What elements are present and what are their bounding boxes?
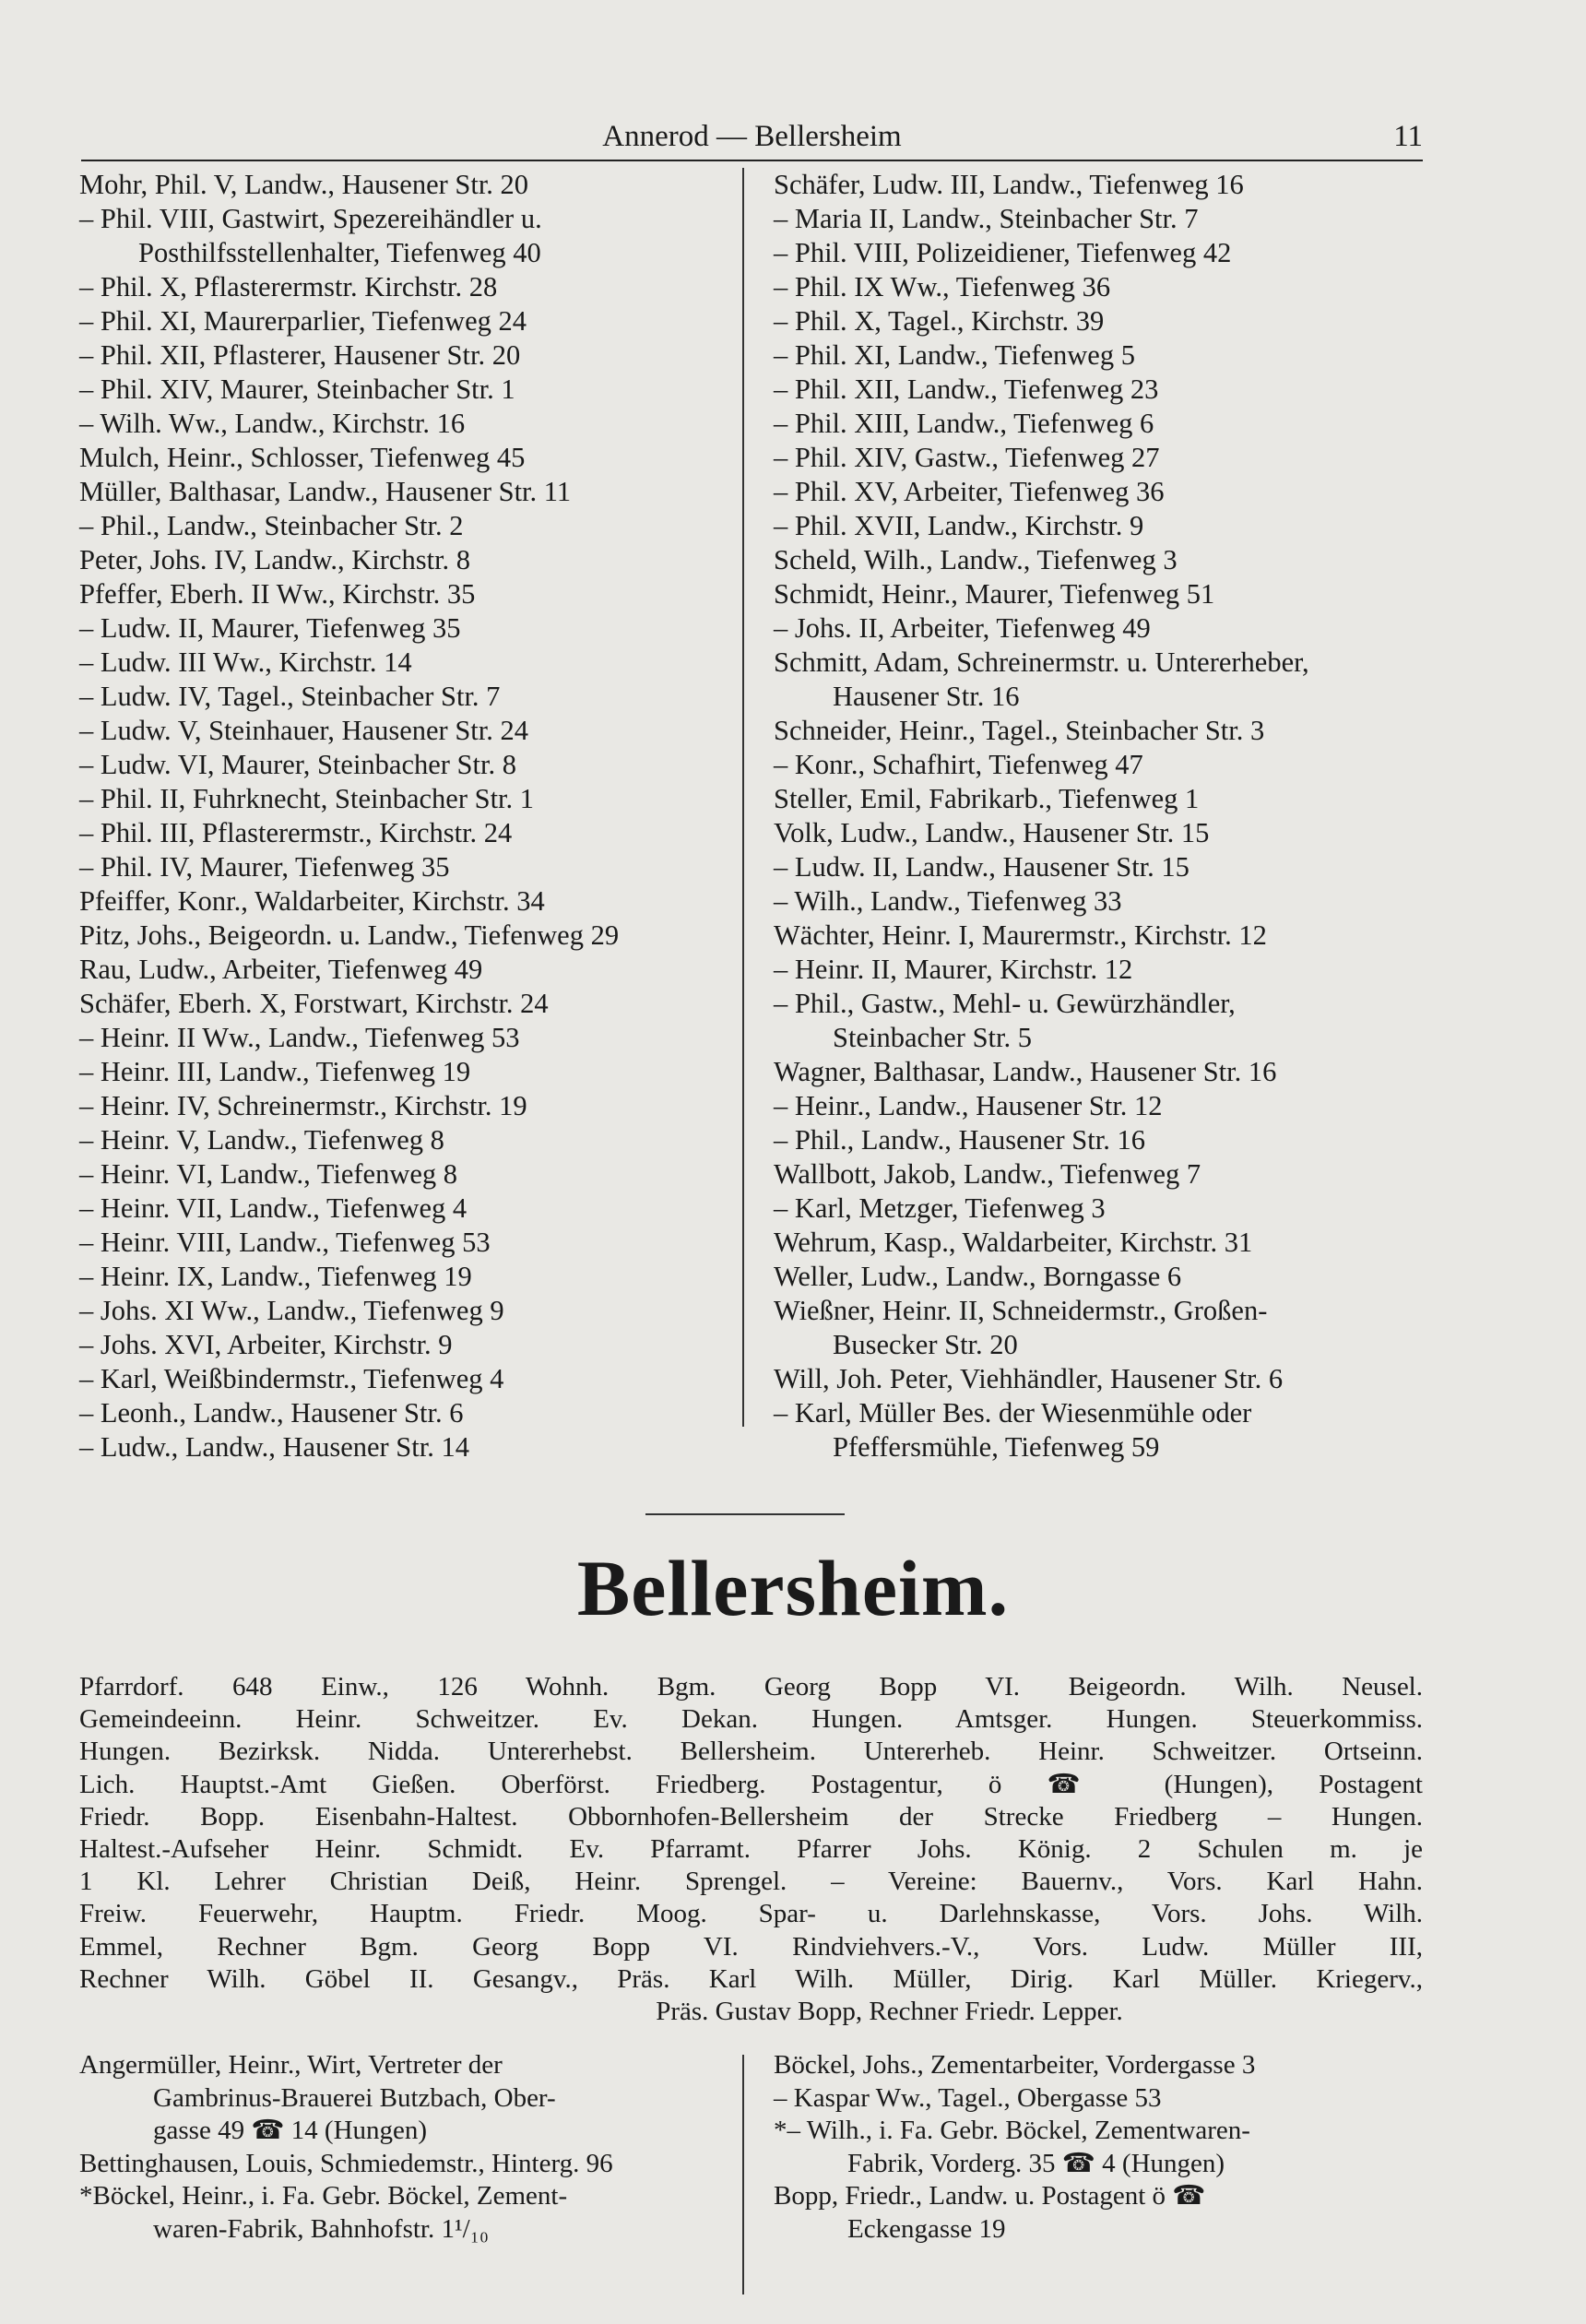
entry-line: – Phil. III, Pflasterermstr., Kirchstr. 24: [79, 817, 513, 848]
place-heading: Bellersheim.: [576, 1544, 1010, 1632]
entry-line: – Heinr. II, Maurer, Kirchstr. 12: [774, 954, 1133, 985]
entry-line: Weller, Ludw., Landw., Borngasse 6: [774, 1261, 1182, 1292]
entry-continuation-line: Gambrinus-Brauerei Butzbach, Ober-: [153, 2082, 556, 2113]
entry-line: Schneider, Heinr., Tagel., Steinbacher Str. 3: [774, 715, 1265, 746]
entry-line: Schäfer, Eberh. X, Forstwart, Kirchstr. 24: [79, 988, 549, 1019]
directory-entry: [79, 1123, 736, 1157]
description-line: Haltest.-Aufseher Heinr. Schmidt. Ev. Pfarramt. Pfarrer Johs. König. 2 Schulen m. je: [79, 1833, 1423, 1864]
directory-entry: [774, 338, 1430, 373]
directory-entry: [774, 202, 1430, 236]
entry-line: – Phil. II, Fuhrknecht, Steinbacher Str. 1: [79, 783, 535, 814]
directory-entry: [79, 1021, 736, 1055]
directory-entry: [774, 373, 1430, 407]
directory-entry: [79, 1294, 736, 1328]
header-rule: [81, 160, 1423, 161]
directory-entry: [774, 1157, 1430, 1192]
description-line: Emmel, Rechner Bgm. Georg Bopp VI. Rindviehvers.-V., Vors. Ludw. Müller III,: [79, 1931, 1423, 1962]
entry-line: Wießner, Heinr. II, Schneidermstr., Großen-: [774, 1295, 1268, 1326]
directory-entry: [79, 304, 736, 338]
directory-entry: [774, 270, 1430, 304]
directory-column-left: [79, 168, 736, 1464]
directory-entry: [79, 1328, 736, 1362]
description-line: Präs. Gustav Bopp, Rechner Friedr. Lepper.: [656, 1996, 1123, 2026]
directory-entry: [774, 1055, 1430, 1089]
directory-entry: [79, 1192, 736, 1226]
directory-entry: [774, 509, 1430, 543]
directory-entry: [79, 1055, 736, 1089]
directory-entry: [79, 782, 736, 816]
directory-entry: [774, 2115, 1430, 2180]
entry-line: Bettinghausen, Louis, Schmiedemstr., Hinterg. 96: [79, 2148, 613, 2178]
entry-line: – Phil. XI, Maurerparlier, Tiefenweg 24: [79, 305, 527, 337]
running-header: [81, 118, 1423, 159]
directory-entry: [79, 577, 736, 611]
entry-line: – Phil. XII, Landw., Tiefenweg 23: [774, 374, 1159, 405]
directory-entry: [79, 850, 736, 884]
directory-entry: [79, 1260, 736, 1294]
directory-entry: [774, 1294, 1430, 1362]
directory-entry: [79, 1430, 736, 1464]
directory-column-left-bellersheim: [79, 2049, 736, 2246]
entry-line: – Johs. XVI, Arbeiter, Kirchstr. 9: [79, 1329, 453, 1360]
entry-line: Mohr, Phil. V, Landw., Hausener Str. 20: [79, 169, 529, 200]
directory-entry: [79, 1362, 736, 1396]
entry-continuation-line: Eckengasse 19: [847, 2213, 1006, 2244]
entry-line: – Phil. XV, Arbeiter, Tiefenweg 36: [774, 476, 1165, 507]
entry-line: – Phil. XIII, Landw., Tiefenweg 6: [774, 408, 1154, 439]
entry-line: – Wilh., Landw., Tiefenweg 33: [774, 885, 1122, 917]
entry-line: – Ludw. III Ww., Kirchstr. 14: [79, 646, 412, 678]
entry-line: Wagner, Balthasar, Landw., Hausener Str. 16: [774, 1056, 1277, 1087]
description-line: Rechner Wilh. Göbel II. Gesangv., Präs. Karl Wilh. Müller, Dirig. Karl Müller. Kriegerv.,: [79, 1963, 1423, 1994]
entry-line: – Phil. VIII, Gastwirt, Spezereihändler u.: [79, 203, 542, 234]
directory-entry: [774, 2082, 1430, 2116]
entry-line: Mulch, Heinr., Schlosser, Tiefenweg 45: [79, 442, 526, 473]
directory-entry: [79, 441, 736, 475]
directory-entry: [774, 1362, 1430, 1396]
entry-line: – Heinr. IX, Landw., Tiefenweg 19: [79, 1261, 472, 1292]
directory-entry: [774, 1396, 1430, 1464]
directory-entry: [79, 1396, 736, 1430]
directory-entry: [774, 714, 1430, 748]
directory-entry: [774, 407, 1430, 441]
entry-line: – Phil. X, Pflasterermstr. Kirchstr. 28: [79, 271, 498, 302]
entry-line: – Maria II, Landw., Steinbacher Str. 7: [774, 203, 1199, 234]
directory-entry: [774, 646, 1430, 714]
entry-continuation-line: Steinbacher Str. 5: [833, 1022, 1033, 1053]
entry-line: – Karl, Müller Bes. der Wiesenmühle oder: [774, 1397, 1252, 1429]
entry-line: – Ludw. V, Steinhauer, Hausener Str. 24: [79, 715, 529, 746]
entry-line: Rau, Ludw., Arbeiter, Tiefenweg 49: [79, 954, 483, 985]
entry-line: Pfeiffer, Konr., Waldarbeiter, Kirchstr. 34: [79, 885, 545, 917]
directory-entry: [79, 168, 736, 202]
entry-continuation-line: Fabrik, Vorderg. 35 ☎ 4 (Hungen): [847, 2148, 1225, 2178]
entry-line: – Wilh. Ww., Landw., Kirchstr. 16: [79, 408, 466, 439]
entry-line: – Ludw., Landw., Hausener Str. 14: [79, 1431, 469, 1463]
entry-line: – Karl, Metzger, Tiefenweg 3: [774, 1192, 1106, 1224]
entry-line: – Phil. XII, Pflasterer, Hausener Str. 20: [79, 339, 521, 371]
entry-line: – Heinr. VIII, Landw., Tiefenweg 53: [79, 1227, 491, 1258]
directory-entry: [774, 1226, 1430, 1260]
entry-line: Wächter, Heinr. I, Maurermstr., Kirchstr. 12: [774, 919, 1267, 951]
directory-entry: [79, 2148, 736, 2181]
directory-entry: [774, 884, 1430, 919]
description-line: Friedr. Bopp. Eisenbahn-Haltest. Obbornhofen-Bellersheim der Strecke Friedberg – Hungen.: [79, 1801, 1423, 1832]
entry-line: – Phil. XI, Landw., Tiefenweg 5: [774, 339, 1135, 371]
directory-entry: [774, 782, 1430, 816]
directory-entry: [774, 475, 1430, 509]
directory-entry: [79, 1226, 736, 1260]
description-line: Pfarrdorf. 648 Einw., 126 Wohnh. Bgm. Georg Bopp VI. Beigeordn. Wilh. Neusel.: [79, 1672, 1423, 1702]
directory-entry: [774, 1123, 1430, 1157]
directory-entry: [774, 543, 1430, 577]
directory-entry: [79, 373, 736, 407]
entry-line: – Heinr. VI, Landw., Tiefenweg 8: [79, 1158, 458, 1190]
entry-line: – Phil., Landw., Hausener Str. 16: [774, 1124, 1145, 1156]
directory-column-right-bellersheim: [774, 2049, 1430, 2246]
directory-entry: [79, 816, 736, 850]
column-divider: [742, 2055, 744, 2294]
entry-line: Steller, Emil, Fabrikarb., Tiefenweg 1: [774, 783, 1200, 814]
entry-line: – Ludw. VI, Maurer, Steinbacher Str. 8: [79, 749, 516, 780]
entry-continuation-line: gasse 49 ☎ 14 (Hungen): [153, 2116, 428, 2145]
description-line: Freiw. Feuerwehr, Hauptm. Friedr. Moog. Spar- u. Darlehnskasse, Vors. Johs. Wilh.: [79, 1899, 1423, 1929]
directory-entry: [79, 884, 736, 919]
directory-entry: [774, 1192, 1430, 1226]
directory-entry: [79, 1157, 736, 1192]
entry-continuation-line: Hausener Str. 16: [833, 681, 1020, 712]
directory-entry: [79, 543, 736, 577]
directory-entry: [79, 680, 736, 714]
entry-line: – Heinr. III, Landw., Tiefenweg 19: [79, 1056, 471, 1087]
directory-entry: [79, 338, 736, 373]
entry-line: – Phil. XIV, Gastw., Tiefenweg 27: [774, 442, 1160, 473]
place-description: [79, 1671, 1423, 2028]
directory-entry: [79, 646, 736, 680]
entry-line: – Konr., Schafhirt, Tiefenweg 47: [774, 749, 1143, 780]
description-line: Hungen. Bezirksk. Nidda. Untererhebst. Bellersheim. Untererheb. Heinr. Schweitzer. Ortseinn.: [79, 1737, 1423, 1767]
entry-line: – Phil. XIV, Maurer, Steinbacher Str. 1: [79, 374, 515, 405]
directory-entry: [79, 475, 736, 509]
entry-line: – Heinr. VII, Landw., Tiefenweg 4: [79, 1192, 468, 1224]
description-line: 1 Kl. Lehrer Christian Deiß, Heinr. Sprengel. – Vereine: Bauernv., Vors. Karl Hahn.: [79, 1867, 1423, 1897]
directory-entry: [774, 919, 1430, 953]
directory-entry: [79, 987, 736, 1021]
directory-entry: [79, 748, 736, 782]
directory-entry: [774, 850, 1430, 884]
directory-entry: [79, 2049, 736, 2148]
directory-entry: [79, 2180, 736, 2246]
entry-line: – Phil., Gastw., Mehl- u. Gewürzhändler,: [774, 988, 1236, 1019]
directory-column-right: [774, 168, 1430, 1464]
entry-line: – Phil., Landw., Steinbacher Str. 2: [79, 510, 464, 541]
entry-line: – Heinr., Landw., Hausener Str. 12: [774, 1090, 1163, 1121]
directory-entry: [79, 202, 736, 270]
entry-line: – Ludw. II, Maurer, Tiefenweg 35: [79, 612, 461, 644]
entry-line: Pitz, Johs., Beigeordn. u. Landw., Tiefenweg 29: [79, 919, 620, 951]
directory-entry: [79, 407, 736, 441]
entry-line: Schmidt, Heinr., Maurer, Tiefenweg 51: [774, 578, 1215, 610]
entry-line: Böckel, Johs., Zementarbeiter, Vordergasse 3: [774, 2050, 1256, 2080]
directory-entry: [774, 748, 1430, 782]
entry-line: – Phil. VIII, Polizeidiener, Tiefenweg 42: [774, 237, 1232, 268]
entry-line: – Phil. IX Ww., Tiefenweg 36: [774, 271, 1111, 302]
directory-entry: [774, 816, 1430, 850]
entry-line: Bopp, Friedr., Landw. u. Postagent ö ☎: [774, 2181, 1206, 2211]
page-number: 11: [1393, 120, 1423, 153]
entry-line: Volk, Ludw., Landw., Hausener Str. 15: [774, 817, 1210, 848]
entry-line: Wehrum, Kasp., Waldarbeiter, Kirchstr. 31: [774, 1227, 1253, 1258]
entry-line: Schmitt, Adam, Schreinermstr. u. Untererheber,: [774, 646, 1309, 678]
directory-entry: [774, 304, 1430, 338]
entry-line: Pfeffer, Eberh. II Ww., Kirchstr. 35: [79, 578, 476, 610]
entry-continuation-line: Pfeffersmühle, Tiefenweg 59: [833, 1431, 1160, 1463]
directory-entry: [79, 270, 736, 304]
entry-line: Peter, Johs. IV, Landw., Kirchstr. 8: [79, 544, 471, 575]
directory-entry: [774, 168, 1430, 202]
entry-line: *Böckel, Heinr., i. Fa. Gebr. Böckel, Zement-: [79, 2181, 568, 2211]
entry-line: – Ludw. II, Landw., Hausener Str. 15: [774, 851, 1190, 883]
directory-entry: [79, 611, 736, 646]
entry-line: Müller, Balthasar, Landw., Hausener Str. 11: [79, 476, 572, 507]
entry-continuation-line: Posthilfsstellenhalter, Tiefenweg 40: [138, 237, 541, 268]
entry-line: – Kaspar Ww., Tagel., Obergasse 53: [774, 2082, 1162, 2113]
directory-entry: [79, 1089, 736, 1123]
entry-line: – Phil. IV, Maurer, Tiefenweg 35: [79, 851, 450, 883]
entry-line: Wallbott, Jakob, Landw., Tiefenweg 7: [774, 1158, 1201, 1190]
entry-line: – Phil. XVII, Landw., Kirchstr. 9: [774, 510, 1144, 541]
directory-entry: [774, 441, 1430, 475]
directory-entry: [774, 577, 1430, 611]
entry-line: *– Wilh., i. Fa. Gebr. Böckel, Zementwaren-: [774, 2116, 1250, 2145]
directory-entry: [79, 953, 736, 987]
directory-entry: [774, 2180, 1430, 2246]
directory-entry: [774, 2049, 1430, 2082]
entry-continuation-line: Busecker Str. 20: [833, 1329, 1018, 1360]
entry-line: – Heinr. II Ww., Landw., Tiefenweg 53: [79, 1022, 520, 1053]
description-line: Lich. Hauptst.-Amt Gießen. Oberförst. Friedberg. Postagentur, ö ☎ (Hungen), Postagent: [79, 1769, 1423, 1799]
directory-entry: [774, 611, 1430, 646]
entry-line: Angermüller, Heinr., Wirt, Vertreter der: [79, 2050, 503, 2080]
entry-line: – Ludw. IV, Tagel., Steinbacher Str. 7: [79, 681, 501, 712]
directory-entry: [79, 509, 736, 543]
description-line: Gemeindeeinn. Heinr. Schweitzer. Ev. Dekan. Hungen. Amtsger. Hungen. Steuerkommiss.: [79, 1704, 1423, 1735]
entry-line: – Leonh., Landw., Hausener Str. 6: [79, 1397, 464, 1429]
directory-entry: [774, 987, 1430, 1055]
running-header-title: Annerod — Bellersheim: [602, 120, 902, 153]
entry-line: Will, Joh. Peter, Viehhändler, Hausener Str. 6: [774, 1363, 1284, 1394]
entry-line: – Heinr. IV, Schreinermstr., Kirchstr. 19: [79, 1090, 527, 1121]
directory-entry: [774, 1089, 1430, 1123]
directory-entry: [774, 953, 1430, 987]
entry-line: – Johs. II, Arbeiter, Tiefenweg 49: [774, 612, 1151, 644]
entry-continuation-line: waren-Fabrik, Bahnhofstr. 1¹/₁₀: [153, 2213, 489, 2244]
entry-line: – Karl, Weißbindermstr., Tiefenweg 4: [79, 1363, 504, 1394]
directory-entry: [774, 236, 1430, 270]
entry-line: Scheld, Wilh., Landw., Tiefenweg 3: [774, 544, 1178, 575]
directory-entry: [79, 714, 736, 748]
section-rule: [645, 1513, 845, 1515]
entry-line: – Phil. X, Tagel., Kirchstr. 39: [774, 305, 1105, 337]
entry-line: Schäfer, Ludw. III, Landw., Tiefenweg 16: [774, 169, 1244, 200]
entry-line: – Johs. XI Ww., Landw., Tiefenweg 9: [79, 1295, 504, 1326]
directory-entry: [79, 919, 736, 953]
entry-line: – Heinr. V, Landw., Tiefenweg 8: [79, 1124, 444, 1156]
directory-entry: [774, 1260, 1430, 1294]
column-divider: [742, 168, 744, 1427]
